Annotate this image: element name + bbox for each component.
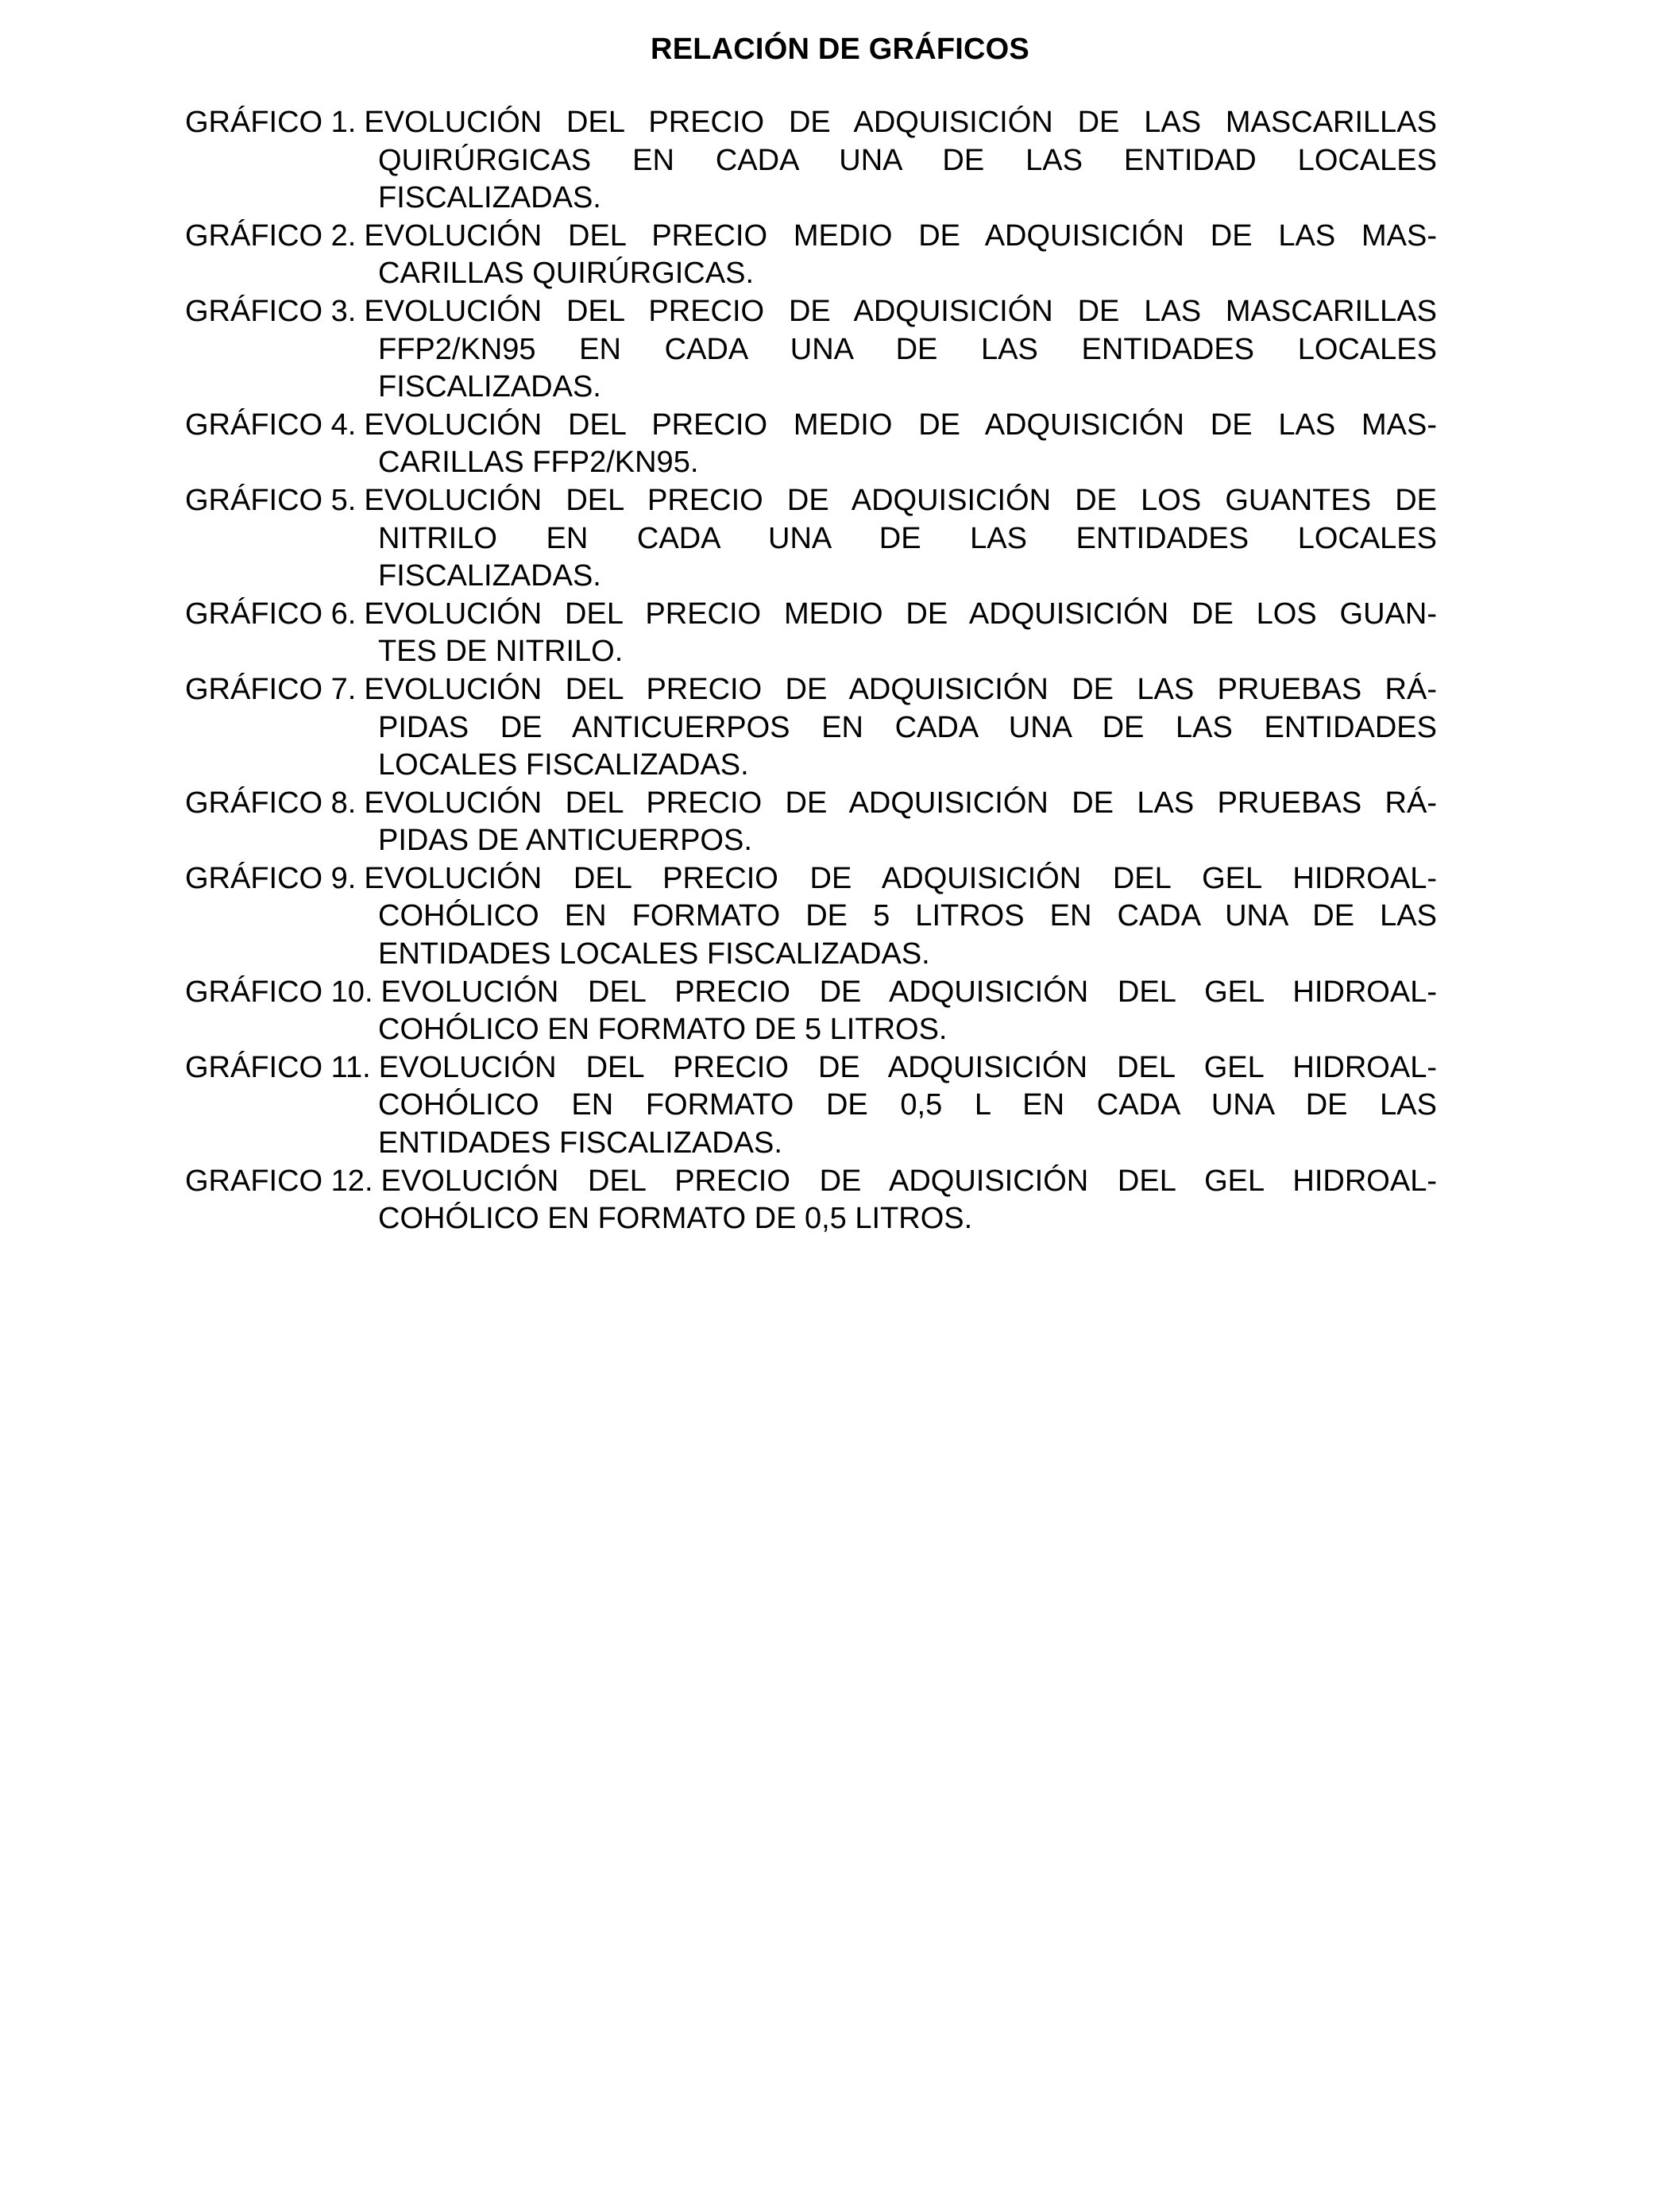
entry-line: LOCALES FISCALIZADAS. (378, 748, 749, 782)
entry-line: EVOLUCIÓN DEL PRECIO MEDIO DE ADQUISICIÓN DE LAS MAS- (364, 218, 1437, 253)
entry-line: EVOLUCIÓN DEL PRECIO DE ADQUISICIÓN DEL GEL HIDROAL- (364, 861, 1437, 895)
entry-text (364, 218, 1437, 293)
list-item (185, 785, 1437, 860)
entry-text (364, 482, 1437, 596)
entry-line: CARILLAS QUIRÚRGICAS. (378, 257, 754, 291)
list-item (185, 407, 1437, 482)
list-item (185, 104, 1437, 218)
entry-line: EVOLUCIÓN DEL PRECIO DE ADQUISICIÓN DEL GEL HIDROAL- (380, 1164, 1437, 1198)
entry-label: GRÁFICO 2. (185, 218, 357, 253)
entry-line: EVOLUCIÓN DEL PRECIO DE ADQUISICIÓN DEL GEL HIDROAL- (380, 975, 1437, 1009)
entry-line: EVOLUCIÓN DEL PRECIO DE ADQUISICIÓN DE LAS MASCARILLAS (364, 294, 1437, 328)
entry-label: GRÁFICO 1. (185, 106, 357, 139)
entry-label: GRÁFICO 4. (185, 407, 357, 442)
entry-line: QUIRÚRGICAS EN CADA UNA DE LAS ENTIDAD LOCALES (378, 143, 1437, 177)
list-item (185, 1049, 1437, 1163)
entry-text (364, 407, 1437, 482)
entry-line: PIDAS DE ANTICUERPOS EN CADA UNA DE LAS ENTIDADES (378, 710, 1437, 744)
list-item (185, 596, 1437, 671)
entry-text (378, 974, 1438, 1049)
list-item (185, 860, 1437, 974)
entry-text (364, 860, 1437, 974)
entry-text (364, 293, 1437, 407)
entry-line: EVOLUCIÓN DEL PRECIO DE ADQUISICIÓN DE LAS PRUEBAS RÁ- (364, 672, 1437, 706)
entry-label: GRÁFICO 11. (185, 1050, 371, 1084)
entry-label: GRÁFICO 8. (185, 786, 357, 820)
entry-line: COHÓLICO EN FORMATO DE 0,5 LITROS. (378, 1202, 973, 1236)
entry-label: GRAFICO 12. (185, 1164, 373, 1198)
entry-line: NITRILO EN CADA UNA DE LAS ENTIDADES LOCALES (378, 521, 1437, 555)
entry-text (364, 104, 1437, 218)
list-item (185, 218, 1437, 293)
entry-line: FISCALIZADAS. (378, 559, 601, 593)
entry-text (364, 596, 1437, 671)
entry-line: PIDAS DE ANTICUERPOS. (378, 824, 752, 858)
entry-line: FISCALIZADAS. (378, 181, 601, 215)
entry-line: EVOLUCIÓN DEL PRECIO DE ADQUISICIÓN DE LAS PRUEBAS RÁ- (364, 786, 1437, 820)
entry-line: ENTIDADES FISCALIZADAS. (378, 1126, 782, 1160)
entry-line: COHÓLICO EN FORMATO DE 5 LITROS EN CADA UNA DE LAS (378, 899, 1437, 933)
entry-label: GRÁFICO 10. (185, 975, 373, 1009)
entry-text (378, 1163, 1438, 1238)
entry-label: GRÁFICO 5. (185, 483, 357, 517)
entry-line: EVOLUCIÓN DEL PRECIO DE ADQUISICIÓN DE LAS MASCARILLAS (364, 106, 1437, 139)
list-item (185, 671, 1437, 785)
entry-line: COHÓLICO EN FORMATO DE 0,5 L EN CADA UNA DE LAS (378, 1088, 1437, 1122)
entry-label: GRÁFICO 6. (185, 597, 357, 631)
entry-line: CARILLAS FFP2/KN95. (378, 446, 699, 480)
entry-line: FISCALIZADAS. (378, 370, 601, 404)
entry-label: GRÁFICO 3. (185, 294, 357, 328)
list-item (185, 1163, 1437, 1238)
entry-line: EVOLUCIÓN DEL PRECIO MEDIO DE ADQUISICIÓN DE LOS GUAN- (364, 597, 1437, 631)
entry-line: FFP2/KN95 EN CADA UNA DE LAS ENTIDADES LOCALES (378, 332, 1437, 366)
list-item (185, 482, 1437, 596)
entry-line: EVOLUCIÓN DEL PRECIO MEDIO DE ADQUISICIÓN DE LAS MAS- (364, 407, 1437, 442)
entry-label: GRÁFICO 7. (185, 672, 357, 706)
entry-text (364, 785, 1437, 860)
entry-line: COHÓLICO EN FORMATO DE 5 LITROS. (378, 1013, 948, 1047)
page-title: RELACIÓN DE GRÁFICOS (651, 33, 1029, 66)
list-item (185, 293, 1437, 407)
entry-text (364, 671, 1437, 785)
entry-line: ENTIDADES LOCALES FISCALIZADAS. (378, 937, 930, 971)
entry-line: EVOLUCIÓN DEL PRECIO DE ADQUISICIÓN DEL GEL HIDROAL- (378, 1050, 1437, 1084)
chart-index-list (185, 104, 1437, 1238)
entry-line: EVOLUCIÓN DEL PRECIO DE ADQUISICIÓN DE LOS GUANTES DE (364, 483, 1437, 517)
entry-label: GRÁFICO 9. (185, 861, 357, 895)
entry-text (379, 1049, 1437, 1163)
list-item (185, 974, 1437, 1049)
entry-line: TES DE NITRILO. (378, 635, 624, 669)
